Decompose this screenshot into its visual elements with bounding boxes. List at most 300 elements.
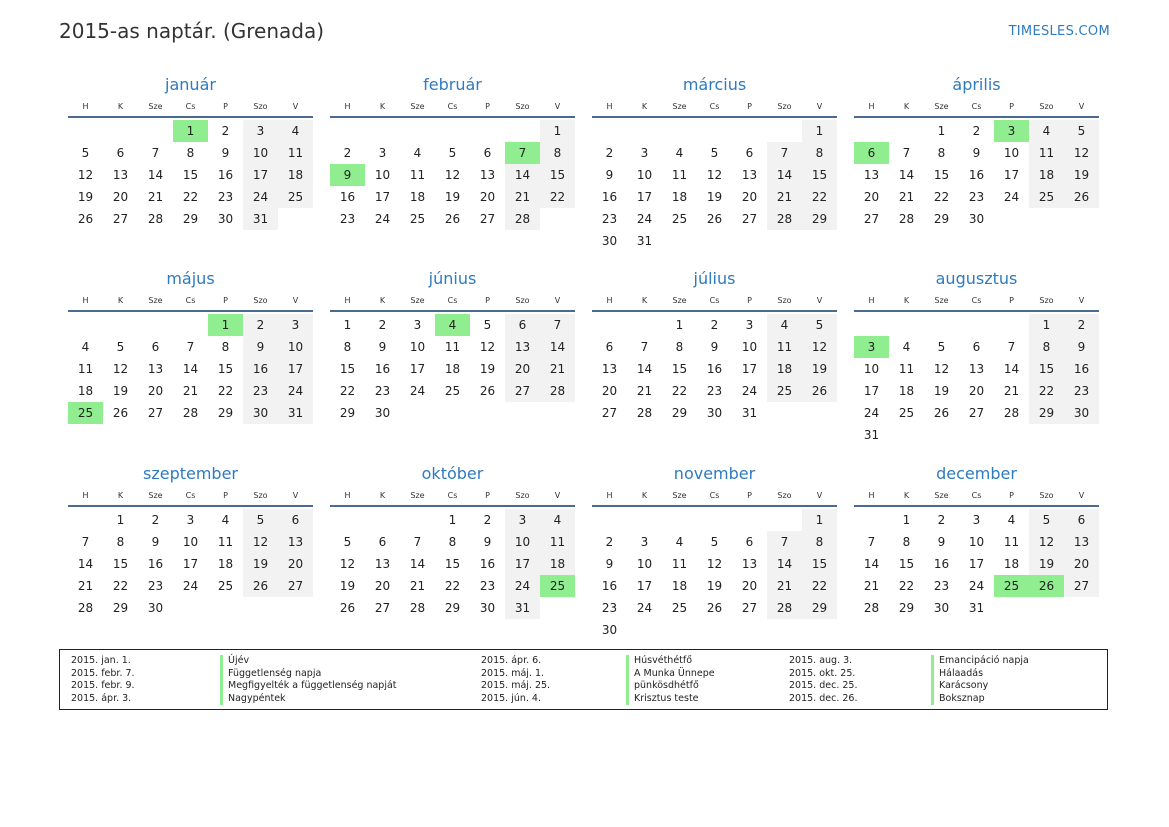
day-cell: 14 bbox=[147, 168, 164, 182]
empty-cell bbox=[68, 509, 103, 531]
day-cell: 3 bbox=[745, 318, 754, 332]
day-cell: 18 bbox=[671, 190, 688, 204]
day-cell: 8 bbox=[802, 531, 837, 553]
day-cell: 7 bbox=[1007, 340, 1016, 354]
empty-cell bbox=[959, 314, 994, 336]
day-cell: 15 bbox=[1029, 358, 1064, 380]
day-cell: 2 bbox=[605, 535, 614, 549]
day-cell: 11 bbox=[278, 142, 313, 164]
day-cell: 19 bbox=[706, 190, 723, 204]
day-cell: 18 bbox=[1029, 164, 1064, 186]
empty-cell bbox=[854, 509, 889, 531]
day-cell: 9 bbox=[483, 535, 492, 549]
weekday-label: H bbox=[344, 491, 351, 500]
day-grid bbox=[592, 120, 837, 252]
day-cell: 18 bbox=[540, 553, 575, 575]
day-cell: 16 bbox=[147, 557, 164, 571]
day-cell: 22 bbox=[444, 579, 461, 593]
day-cell: 26 bbox=[339, 601, 356, 615]
day-cell: 15 bbox=[671, 362, 688, 376]
weekday-label: Szo bbox=[777, 491, 792, 500]
weekday-label: V bbox=[292, 296, 299, 305]
day-cell: 23 bbox=[601, 601, 618, 615]
day-cell: 9 bbox=[605, 168, 614, 182]
day-cell: 9 bbox=[605, 557, 614, 571]
day-grid bbox=[592, 509, 837, 641]
weekday-label: K bbox=[117, 102, 124, 111]
weekday-label: Cs bbox=[709, 491, 720, 500]
day-cell: 31 bbox=[636, 234, 653, 248]
holiday-name: Hálaadás bbox=[931, 668, 983, 681]
holiday-day-cell: 7 bbox=[505, 142, 540, 164]
day-cell: 8 bbox=[116, 535, 125, 549]
day-cell: 5 bbox=[448, 146, 457, 160]
day-cell: 6 bbox=[605, 340, 614, 354]
day-cell: 4 bbox=[1029, 120, 1064, 142]
day-cell: 2 bbox=[378, 318, 387, 332]
weekday-label: H bbox=[606, 491, 613, 500]
empty-cell bbox=[138, 120, 173, 142]
empty-cell bbox=[854, 314, 889, 336]
day-cell: 23 bbox=[601, 212, 618, 226]
holiday-legend bbox=[59, 649, 1108, 710]
day-cell: 24 bbox=[1003, 190, 1020, 204]
weekday-label: Cs bbox=[447, 102, 458, 111]
weekday-label: K bbox=[641, 296, 648, 305]
weekday-label: K bbox=[903, 102, 910, 111]
day-cell: 8 bbox=[448, 535, 457, 549]
holiday-day-cell: 25 bbox=[540, 575, 575, 597]
holiday-date: 2015. febr. 7. bbox=[71, 667, 135, 679]
weekday-label: H bbox=[82, 102, 89, 111]
day-cell: 15 bbox=[444, 557, 461, 571]
empty-cell bbox=[924, 314, 959, 336]
day-cell: 4 bbox=[540, 509, 575, 531]
day-cell: 20 bbox=[741, 579, 758, 593]
day-cell: 9 bbox=[378, 340, 387, 354]
day-cell: 14 bbox=[77, 557, 94, 571]
day-cell: 30 bbox=[706, 406, 723, 420]
day-cell: 24 bbox=[636, 601, 653, 615]
day-cell: 17 bbox=[182, 557, 199, 571]
day-cell: 7 bbox=[767, 531, 802, 553]
day-cell: 11 bbox=[767, 336, 802, 358]
day-cell: 4 bbox=[767, 314, 802, 336]
day-cell: 4 bbox=[81, 340, 90, 354]
holiday-day-cell: 3 bbox=[994, 120, 1029, 142]
header-divider bbox=[854, 116, 1099, 118]
day-cell: 7 bbox=[186, 340, 195, 354]
header-divider bbox=[68, 116, 313, 118]
day-cell: 25 bbox=[409, 212, 426, 226]
day-cell: 28 bbox=[409, 601, 426, 615]
day-cell: 30 bbox=[243, 402, 278, 424]
weekday-label: P bbox=[485, 296, 490, 305]
day-cell: 7 bbox=[867, 535, 876, 549]
month-name: november bbox=[673, 464, 756, 483]
day-cell: 22 bbox=[671, 384, 688, 398]
weekday-label: Szo bbox=[253, 491, 268, 500]
day-cell: 6 bbox=[1064, 509, 1099, 531]
weekday-label: Cs bbox=[185, 296, 196, 305]
day-cell: 2 bbox=[243, 314, 278, 336]
empty-cell bbox=[627, 120, 662, 142]
weekday-label: Cs bbox=[447, 296, 458, 305]
site-link[interactable]: TIMESLES.COM bbox=[1008, 24, 1110, 39]
day-cell: 31 bbox=[505, 597, 540, 619]
day-cell: 10 bbox=[863, 362, 880, 376]
day-cell: 3 bbox=[378, 146, 387, 160]
day-cell: 17 bbox=[278, 358, 313, 380]
day-cell: 11 bbox=[409, 168, 426, 182]
day-cell: 4 bbox=[413, 146, 422, 160]
day-cell: 14 bbox=[505, 164, 540, 186]
day-cell: 16 bbox=[1064, 358, 1099, 380]
day-cell: 17 bbox=[1003, 168, 1020, 182]
day-cell: 10 bbox=[374, 168, 391, 182]
empty-cell bbox=[767, 120, 802, 142]
holiday-date: 2015. máj. 25. bbox=[481, 680, 551, 691]
day-cell: 13 bbox=[278, 531, 313, 553]
day-cell: 26 bbox=[706, 212, 723, 226]
day-cell: 19 bbox=[1029, 553, 1064, 575]
day-grid bbox=[854, 509, 1099, 619]
day-cell: 28 bbox=[636, 406, 653, 420]
holiday-name: Boksznap bbox=[931, 693, 985, 706]
day-cell: 31 bbox=[278, 402, 313, 424]
day-cell: 7 bbox=[81, 535, 90, 549]
day-cell: 13 bbox=[147, 362, 164, 376]
day-cell: 9 bbox=[972, 146, 981, 160]
day-cell: 10 bbox=[505, 531, 540, 553]
day-cell: 16 bbox=[339, 190, 356, 204]
header-divider bbox=[592, 310, 837, 312]
day-cell: 10 bbox=[968, 535, 985, 549]
day-cell: 2 bbox=[151, 513, 160, 527]
day-cell: 11 bbox=[444, 340, 461, 354]
day-cell: 20 bbox=[112, 190, 129, 204]
day-cell: 19 bbox=[339, 579, 356, 593]
weekday-label: H bbox=[868, 102, 875, 111]
weekday-label: K bbox=[903, 491, 910, 500]
month-április bbox=[854, 74, 1099, 230]
day-cell: 11 bbox=[217, 535, 234, 549]
weekday-label: H bbox=[82, 296, 89, 305]
day-cell: 29 bbox=[339, 406, 356, 420]
day-cell: 29 bbox=[112, 601, 129, 615]
day-cell: 19 bbox=[933, 384, 950, 398]
day-cell: 12 bbox=[802, 336, 837, 358]
weekday-label: Cs bbox=[971, 491, 982, 500]
day-cell: 13 bbox=[1064, 531, 1099, 553]
day-cell: 15 bbox=[112, 557, 129, 571]
weekday-label: K bbox=[379, 296, 386, 305]
month-name: március bbox=[682, 75, 747, 94]
header-divider bbox=[330, 310, 575, 312]
day-cell: 22 bbox=[540, 186, 575, 208]
empty-cell bbox=[994, 314, 1029, 336]
day-cell: 24 bbox=[636, 212, 653, 226]
day-cell: 6 bbox=[483, 146, 492, 160]
day-cell: 8 bbox=[937, 146, 946, 160]
weekday-label: Sze bbox=[148, 296, 163, 305]
holiday-name: Krisztus teste bbox=[626, 693, 699, 706]
day-cell: 3 bbox=[640, 535, 649, 549]
month-szeptember bbox=[68, 463, 313, 619]
month-name: február bbox=[423, 75, 482, 94]
day-cell: 21 bbox=[505, 186, 540, 208]
day-cell: 21 bbox=[767, 186, 802, 208]
empty-cell bbox=[592, 509, 627, 531]
day-cell: 11 bbox=[671, 557, 688, 571]
weekday-header bbox=[592, 293, 837, 309]
day-cell: 19 bbox=[706, 579, 723, 593]
weekday-header bbox=[592, 488, 837, 504]
day-cell: 13 bbox=[374, 557, 391, 571]
day-cell: 9 bbox=[710, 340, 719, 354]
day-cell: 24 bbox=[409, 384, 426, 398]
day-cell: 25 bbox=[278, 186, 313, 208]
day-cell: 16 bbox=[217, 168, 234, 182]
day-cell: 18 bbox=[217, 557, 234, 571]
empty-cell bbox=[505, 120, 540, 142]
day-cell: 9 bbox=[151, 535, 160, 549]
day-cell: 28 bbox=[1003, 406, 1020, 420]
day-cell: 18 bbox=[767, 358, 802, 380]
month-augusztus bbox=[854, 268, 1099, 446]
day-cell: 5 bbox=[937, 340, 946, 354]
day-cell: 12 bbox=[444, 168, 461, 182]
day-cell: 12 bbox=[77, 168, 94, 182]
day-cell: 3 bbox=[186, 513, 195, 527]
weekday-label: Sze bbox=[934, 102, 949, 111]
weekday-label: P bbox=[1009, 296, 1014, 305]
day-cell: 29 bbox=[898, 601, 915, 615]
day-cell: 10 bbox=[636, 557, 653, 571]
weekday-header bbox=[68, 488, 313, 504]
weekday-header bbox=[854, 293, 1099, 309]
day-cell: 22 bbox=[217, 384, 234, 398]
empty-cell bbox=[400, 120, 435, 142]
day-cell: 14 bbox=[182, 362, 199, 376]
header-divider bbox=[854, 505, 1099, 507]
weekday-header bbox=[330, 99, 575, 115]
day-cell: 24 bbox=[863, 406, 880, 420]
day-cell: 27 bbox=[1064, 575, 1099, 597]
holiday-name: Megfigyelték a függetlenség napját bbox=[220, 680, 397, 693]
day-cell: 21 bbox=[1003, 384, 1020, 398]
day-cell: 8 bbox=[902, 535, 911, 549]
day-cell: 19 bbox=[444, 190, 461, 204]
day-cell: 25 bbox=[671, 601, 688, 615]
day-cell: 25 bbox=[444, 384, 461, 398]
holiday-name: Karácsony bbox=[931, 680, 988, 693]
day-cell: 2 bbox=[343, 146, 352, 160]
day-cell: 5 bbox=[710, 535, 719, 549]
weekday-label: P bbox=[223, 296, 228, 305]
weekday-label: K bbox=[641, 491, 648, 500]
weekday-label: Szo bbox=[1039, 491, 1054, 500]
day-cell: 20 bbox=[863, 190, 880, 204]
holiday-date: 2015. okt. 25. bbox=[789, 667, 856, 679]
day-cell: 24 bbox=[374, 212, 391, 226]
day-cell: 10 bbox=[409, 340, 426, 354]
day-cell: 5 bbox=[802, 314, 837, 336]
day-cell: 29 bbox=[802, 208, 837, 230]
day-cell: 5 bbox=[1029, 509, 1064, 531]
day-cell: 26 bbox=[243, 575, 278, 597]
weekday-label: H bbox=[868, 491, 875, 500]
day-cell: 16 bbox=[479, 557, 496, 571]
weekday-label: Cs bbox=[447, 491, 458, 500]
holiday-name: A Munka Ünnepe bbox=[626, 668, 715, 681]
day-cell: 20 bbox=[147, 384, 164, 398]
day-cell: 19 bbox=[1064, 164, 1099, 186]
empty-cell bbox=[330, 120, 365, 142]
day-cell: 20 bbox=[479, 190, 496, 204]
day-cell: 29 bbox=[217, 406, 234, 420]
weekday-label: P bbox=[223, 491, 228, 500]
weekday-label: K bbox=[903, 296, 910, 305]
day-cell: 22 bbox=[802, 186, 837, 208]
weekday-label: Cs bbox=[709, 296, 720, 305]
day-cell: 13 bbox=[505, 336, 540, 358]
empty-cell bbox=[697, 120, 732, 142]
day-cell: 4 bbox=[902, 340, 911, 354]
day-cell: 12 bbox=[933, 362, 950, 376]
empty-cell bbox=[68, 120, 103, 142]
day-cell: 18 bbox=[278, 164, 313, 186]
weekday-label: Cs bbox=[971, 102, 982, 111]
holiday-date: 2015. dec. 25. bbox=[789, 680, 858, 691]
day-cell: 4 bbox=[675, 146, 684, 160]
day-cell: 23 bbox=[706, 384, 723, 398]
day-cell: 23 bbox=[933, 579, 950, 593]
day-cell: 17 bbox=[636, 579, 653, 593]
day-cell: 9 bbox=[243, 336, 278, 358]
day-cell: 14 bbox=[898, 168, 915, 182]
weekday-label: P bbox=[747, 102, 752, 111]
day-cell: 3 bbox=[972, 513, 981, 527]
empty-cell bbox=[365, 120, 400, 142]
month-február bbox=[330, 74, 575, 230]
day-cell: 11 bbox=[1003, 535, 1020, 549]
day-cell: 18 bbox=[77, 384, 94, 398]
day-cell: 26 bbox=[1064, 186, 1099, 208]
day-cell: 18 bbox=[444, 362, 461, 376]
day-cell: 21 bbox=[898, 190, 915, 204]
month-name: május bbox=[166, 269, 215, 288]
day-grid bbox=[854, 120, 1099, 230]
day-cell: 22 bbox=[898, 579, 915, 593]
weekday-label: H bbox=[344, 296, 351, 305]
empty-cell bbox=[330, 509, 365, 531]
day-cell: 7 bbox=[767, 142, 802, 164]
empty-cell bbox=[592, 314, 627, 336]
day-cell: 12 bbox=[1064, 142, 1099, 164]
day-cell: 13 bbox=[741, 168, 758, 182]
day-cell: 22 bbox=[802, 575, 837, 597]
day-cell: 18 bbox=[409, 190, 426, 204]
weekday-header bbox=[854, 99, 1099, 115]
weekday-label: Sze bbox=[934, 296, 949, 305]
day-cell: 3 bbox=[243, 120, 278, 142]
weekday-label: K bbox=[641, 102, 648, 111]
month-március bbox=[592, 74, 837, 252]
month-november bbox=[592, 463, 837, 641]
day-cell: 23 bbox=[968, 190, 985, 204]
month-name: január bbox=[165, 75, 216, 94]
empty-cell bbox=[732, 120, 767, 142]
empty-cell bbox=[767, 509, 802, 531]
header-divider bbox=[592, 505, 837, 507]
weekday-label: Szo bbox=[1039, 102, 1054, 111]
day-cell: 30 bbox=[147, 601, 164, 615]
empty-cell bbox=[68, 314, 103, 336]
page-title: 2015-as naptár. (Grenada) bbox=[59, 19, 325, 43]
holiday-name: Húsvéthétfő bbox=[626, 655, 692, 668]
empty-cell bbox=[103, 120, 138, 142]
day-cell: 1 bbox=[116, 513, 125, 527]
day-cell: 10 bbox=[1003, 146, 1020, 160]
day-cell: 25 bbox=[671, 212, 688, 226]
day-cell: 8 bbox=[221, 340, 230, 354]
day-cell: 1 bbox=[902, 513, 911, 527]
weekday-label: V bbox=[816, 296, 823, 305]
empty-cell bbox=[627, 509, 662, 531]
holiday-day-cell: 4 bbox=[435, 314, 470, 336]
day-cell: 28 bbox=[767, 208, 802, 230]
day-cell: 26 bbox=[77, 212, 94, 226]
empty-cell bbox=[889, 314, 924, 336]
day-cell: 1 bbox=[343, 318, 352, 332]
day-cell: 19 bbox=[802, 358, 837, 380]
day-cell: 28 bbox=[182, 406, 199, 420]
day-cell: 29 bbox=[182, 212, 199, 226]
month-name: október bbox=[421, 464, 484, 483]
day-cell: 8 bbox=[675, 340, 684, 354]
month-január bbox=[68, 74, 313, 230]
weekday-header bbox=[854, 488, 1099, 504]
day-cell: 16 bbox=[601, 579, 618, 593]
weekday-label: Szo bbox=[777, 102, 792, 111]
day-cell: 5 bbox=[243, 509, 278, 531]
day-cell: 5 bbox=[81, 146, 90, 160]
weekday-label: Sze bbox=[672, 296, 687, 305]
day-cell: 30 bbox=[1064, 402, 1099, 424]
day-cell: 24 bbox=[741, 384, 758, 398]
holiday-day-cell: 25 bbox=[994, 575, 1029, 597]
weekday-label: P bbox=[223, 102, 228, 111]
day-cell: 14 bbox=[863, 557, 880, 571]
weekday-label: V bbox=[1078, 102, 1085, 111]
day-cell: 23 bbox=[374, 384, 391, 398]
weekday-label: V bbox=[554, 102, 561, 111]
day-cell: 31 bbox=[968, 601, 985, 615]
day-cell: 22 bbox=[182, 190, 199, 204]
day-cell: 15 bbox=[802, 553, 837, 575]
day-cell: 2 bbox=[937, 513, 946, 527]
weekday-label: Cs bbox=[185, 102, 196, 111]
day-cell: 6 bbox=[151, 340, 160, 354]
day-cell: 1 bbox=[802, 509, 837, 531]
months-grid bbox=[68, 74, 1103, 637]
day-cell: 14 bbox=[1003, 362, 1020, 376]
day-cell: 11 bbox=[1029, 142, 1064, 164]
day-cell: 8 bbox=[540, 142, 575, 164]
day-cell: 11 bbox=[540, 531, 575, 553]
day-cell: 27 bbox=[112, 212, 129, 226]
